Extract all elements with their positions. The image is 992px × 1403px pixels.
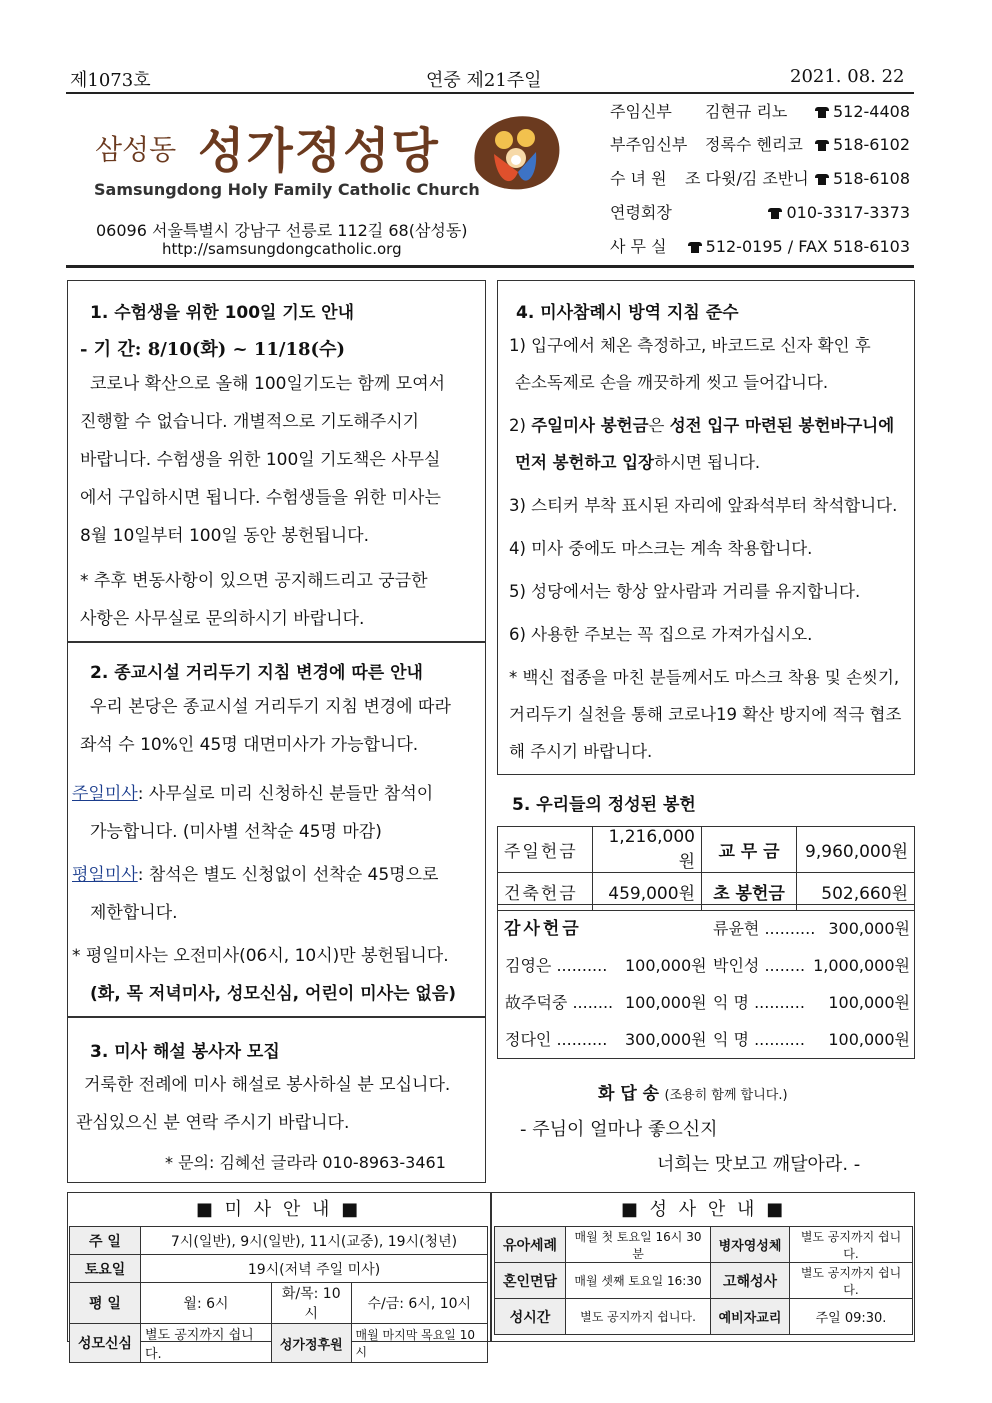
thanks-offering-label: 감사헌금 bbox=[504, 919, 582, 939]
table-row: 성모신심 별도 공지까지 쉽니다. 성가정후원 매월 마지막 목요일 10시 bbox=[70, 1324, 488, 1363]
list-item: 故주덕중 ........ 100,000원 익 명 .......... 100,000원 bbox=[505, 993, 910, 1012]
section-5-title: 5. 우리들의 정성된 봉헌 bbox=[512, 795, 696, 815]
staff-row: 주임신부 김현규 리노 512-4408 bbox=[610, 102, 910, 121]
church-address: 06096 서울특별시 강남구 선릉로 112길 68(삼성동) bbox=[96, 221, 468, 240]
table-row: 성시간 별도 공지까지 쉽니다. 예비자교리 주일 09:30. bbox=[495, 1299, 913, 1335]
thanks-offering-list bbox=[505, 910, 910, 1058]
bulletin-date: 2021. 08. 22 bbox=[790, 66, 905, 87]
phone-icon bbox=[688, 242, 702, 253]
table-row: 주일헌금 1,216,000원 교 무 금 9,960,000원 bbox=[498, 827, 915, 873]
section-2-title: 2. 종교시설 거리두기 지침 변경에 따른 안내 bbox=[90, 663, 423, 683]
header-rule bbox=[66, 92, 914, 94]
section-4-body: 1) 입구에서 체온 측정하고, 바코드로 신자 확인 후 손소독제로 손을 깨끗하게 씻고 들어갑니다. 2) 주일미사 봉헌금은 성전 입구 마련된 봉헌바구니에 먼저 봉헌하고 입장하시면 됩니다. 3) 스티커 부착 표시된 자리에 앞좌석부터 착석합니다. 4) 미사 중에도 마스크는 계속 착용합니다. 5) 성당에서는 항상 앞사람과 거리를 유지합니다. 6) 사용한 주보는 꼭 집으로 가져가십시오. * 백신 접종을 마친 분들께서도 마스크 착용 및 손씻기, 거리두기 실천을 통해 코로나19 확산 방지에 적극 협조 해 주시기 바랍니다. bbox=[509, 336, 902, 761]
list-item: 류윤현 .......... 300,000원 bbox=[713, 919, 910, 938]
section-3-contact: * 문의: 김혜선 글라라 010-8963-3461 bbox=[165, 1153, 446, 1172]
church-website[interactable]: http://samsungdongcatholic.org bbox=[162, 240, 402, 258]
sunday-mass-label: 주일미사 bbox=[72, 784, 138, 804]
divider bbox=[67, 641, 486, 643]
table-row: 주 일 7시(일반), 9시(일반), 11시(교중), 19시(청년) bbox=[70, 1227, 488, 1255]
divider bbox=[67, 1016, 486, 1018]
section-3-title: 3. 미사 해설 봉사자 모집 bbox=[90, 1042, 280, 1062]
mass-schedule-table bbox=[69, 1226, 488, 1363]
phone-icon bbox=[815, 140, 829, 151]
staff-row: 사 무 실 512-0195 / FAX 518-6103 bbox=[610, 237, 910, 256]
section-2-intro: 우리 본당은 종교시설 거리두기 지침 변경에 따라 좌석 수 10%인 45명 대면미사가 가능합니다. bbox=[80, 697, 451, 755]
sunday-mass-info: 주일미사: 사무실로 미리 신청하신 분들만 참석이 가능합니다. (미사별 선착순 45명 마감) bbox=[72, 784, 434, 842]
sacrament-schedule-table bbox=[494, 1226, 913, 1335]
section-4-title: 4. 미사참례시 방역 지침 준수 bbox=[516, 303, 739, 323]
sacrament-info-title: ■ 성 사 안 내 ■ bbox=[620, 1199, 787, 1220]
staff-row: 연령회장 010-3317-3373 bbox=[610, 203, 910, 222]
table-row: 건축헌금 459,000원 초 봉헌금 502,660원 bbox=[498, 873, 915, 911]
church-prefix: 삼성동 bbox=[95, 133, 177, 166]
psalm-line-1: - 주님이 얼마나 좋으신지 bbox=[520, 1119, 718, 1140]
offering-table bbox=[497, 826, 915, 911]
table-row: 토요일 19시(저녁 주일 미사) bbox=[70, 1255, 488, 1283]
holy-family-logo-icon bbox=[466, 110, 566, 196]
phone-icon bbox=[815, 174, 829, 185]
weekday-mass-info: 평일미사: 참석은 별도 신청없이 선착순 45명으로 제한합니다. bbox=[72, 865, 439, 923]
staff-row: 부주임신부 정록수 헨리코 518-6102 bbox=[610, 135, 910, 154]
list-item: 정다인 .......... 300,000원 익 명 .......... 100,000원 bbox=[505, 1030, 910, 1049]
mass-info-title: ■ 미 사 안 내 ■ bbox=[195, 1199, 362, 1220]
church-name: 성가정성당 bbox=[198, 123, 440, 179]
table-row: 유아세례 매월 첫 토요일 16시 30분 병자영성체 별도 공지까지 쉽니다. bbox=[495, 1227, 913, 1263]
responsorial-psalm bbox=[598, 1079, 788, 1104]
psalm-title: 화 답 송 bbox=[598, 1084, 660, 1104]
issue-number: 제1073호 bbox=[70, 70, 151, 91]
prayer-period: - 기 간: 8/10(화) ~ 11/18(수) bbox=[80, 339, 345, 360]
section-2-note: * 평일미사는 오전미사(06시, 10시)만 봉헌됩니다. (화, 목 저녁미사, 성모신심, 어린이 미사는 없음) bbox=[72, 946, 457, 1004]
staff-row: 수 녀 원 조 다윗/김 조반니 518-6108 bbox=[610, 169, 910, 188]
phone-icon bbox=[768, 208, 782, 219]
section-1-body: 코로나 확산으로 올해 100일기도는 함께 모여서 진행할 수 없습니다. 개별적으로 기도해주시기 바랍니다. 수험생을 위한 100일 기도책은 사무실 에서 구입하시면 됩니다. 수험생들을 위한 미사는 8월 10일부터 100일 동안 봉헌됩니다. bbox=[80, 374, 446, 546]
table-row: 혼인면담 매월 셋째 토요일 16:30 고해성사 별도 공지까지 쉽니다. bbox=[495, 1263, 913, 1299]
church-english-name: Samsungdong Holy Family Catholic Church bbox=[94, 180, 480, 199]
section-3-body: 거룩한 전례에 미사 해설로 봉사하실 분 모십니다. 관심있으신 분 연락 주시기 바랍니다. bbox=[76, 1075, 451, 1133]
weekday-mass-label: 평일미사 bbox=[72, 865, 138, 885]
section-1-title: 1. 수험생을 위한 100일 기도 안내 bbox=[90, 303, 355, 323]
psalm-line-2: 너희는 맛보고 깨달아라. - bbox=[657, 1154, 861, 1175]
phone-icon bbox=[815, 107, 829, 118]
liturgical-week: 연중 제21주일 bbox=[426, 70, 542, 91]
psalm-note: (조용히 함께 합니다.) bbox=[664, 1088, 788, 1103]
table-row: 평 일 월: 6시 화/목: 10시 수/금: 6시, 10시 bbox=[70, 1283, 488, 1324]
section-1-note: * 추후 변동사항이 있으면 공지해드리고 궁금한 사항은 사무실로 문의하시기 바랍니다. bbox=[80, 571, 428, 629]
header-bottom-rule bbox=[66, 265, 914, 268]
list-item: 김영은 .......... 100,000원 박인성 ........ 1,000,000원 bbox=[505, 956, 910, 975]
